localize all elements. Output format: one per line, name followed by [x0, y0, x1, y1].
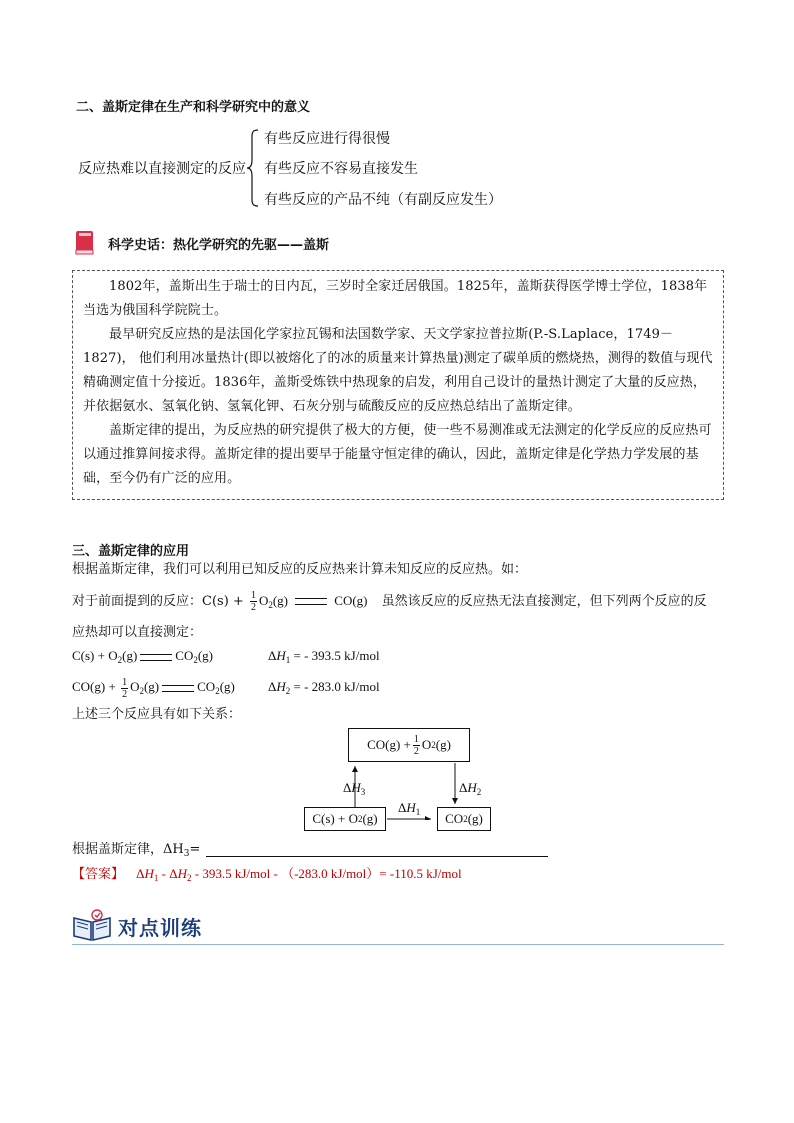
section2-heading: 二、盖斯定律在生产和科学研究中的意义 — [76, 100, 311, 115]
label-dh2: $\Delta H_2$ — [459, 780, 482, 797]
history-box — [72, 270, 724, 500]
history-paragraph-2: 最早研究反应热的是法国化学家拉瓦锡和法国数学家、天文学家拉普拉斯(P.-S.Laplace，1749－1827)， 他们利用冰量热计(即以被熔化了的冰的质量来计算热量)测定了碳单质的燃烧热，测得的数值与现代精确测定值十分接近。1836年，盖斯受炼铁中热现象的启发，利用自己设计的量热计测定了大量的反应热，并依据氨水、氢氧化钠、氢氧化钾、石灰分别与硫酸反应的反应热总结出了盖斯定律。 — [83, 327, 713, 414]
eq1-left: C(s) + O — [72, 648, 118, 663]
label-dh3: $\Delta H_3$ — [343, 780, 366, 797]
diagram-bottom-left-box: C(s) + O 2 (g) — [304, 807, 386, 831]
training-title: 对点训练 — [118, 916, 202, 940]
option-3: 有些反应的产品不纯（有副反应发生） — [264, 192, 502, 208]
eq2-dh-value: = - 283.0 kJ/mol — [293, 679, 380, 694]
brace-left-label: 反应热难以直接测定的反应 — [78, 161, 246, 177]
equation-2: CO(g) + $\frac{1}{2}$ $O_2(g)$ $CO_2(g)$ — [72, 676, 235, 700]
eq1-dh: $\Delta H_1$ = - 393.5 kJ/mol — [268, 648, 380, 665]
curly-brace-icon — [246, 128, 260, 208]
history-title: 科学史话：热化学研究的先驱——盖斯 — [108, 238, 330, 253]
history-paragraph-1: 1802年，盖斯出生于瑞士的日内瓦，三岁时全家迁居俄国。1825年，盖斯获得医学博士学位，1838年当选为俄国科学院院士。 — [83, 279, 708, 318]
training-rule — [72, 944, 724, 945]
line-a-prefix: 对于前面提到的反应：C(s) + — [72, 594, 244, 609]
line-a-after: (g) — [272, 593, 288, 608]
open-book-icon — [72, 908, 112, 942]
line-b: 应热却可以直接测定： — [72, 625, 203, 640]
gaisi-line: 根据盖斯定律，$\Delta H_3=$ — [72, 842, 201, 859]
section3-intro: 根据盖斯定律，我们可以利用已知反应的反应热来计算未知反应的反应热。如： — [72, 562, 528, 577]
half-fraction: $\frac{1}{2}$ — [250, 590, 256, 613]
line-a-suffix: 虽然该反应的反应热无法直接测定，但下列两个反应的反 — [381, 594, 707, 609]
option-1: 有些反应进行得很慢 — [264, 131, 390, 147]
label-dh1: $\Delta H_1$ — [398, 800, 421, 817]
line-a: 对于前面提到的反应：C(s) + $\frac{1}{2}$ $O_2(g)$ CO(g) 虽然该反应的反应热无法直接测定，但下列两个反应的反 — [72, 590, 707, 613]
eq2-right: CO — [197, 679, 216, 694]
line-a-oxygen: O — [258, 593, 269, 608]
answer-blank-line — [206, 856, 548, 857]
eq2-left: CO(g) + — [72, 679, 116, 694]
equation-1: $C(s) + O_2(g)$ $CO_2(g)$ — [72, 648, 214, 665]
answer-tag: 【答案】 — [72, 867, 125, 882]
line-a-product: CO(g) — [334, 593, 368, 608]
answer-value: $\Delta H_1 - \Delta H_2 - 393.5$ kJ/mol - （-283.0 kJ/mol）= -110.5 kJ/mol — [136, 866, 462, 883]
section3-heading: 三、盖斯定律的应用 — [72, 544, 190, 559]
answer-line — [72, 863, 462, 886]
eq1-right: CO — [175, 648, 194, 663]
book-icon — [74, 230, 96, 256]
diagram-bottom-right-box: CO 2 (g) — [437, 807, 491, 831]
option-2: 有些反应不容易直接发生 — [264, 161, 418, 177]
equals-double-line — [295, 598, 327, 605]
relation-text: 上述三个反应具有如下关系： — [72, 707, 242, 722]
eq2-dh: $\Delta H_2$ = - 283.0 kJ/mol — [268, 679, 380, 696]
diagram-top-box: CO(g) + $\frac{1}{2}$ O 2 (g) — [348, 728, 470, 762]
gaisi-prefix: 根据盖斯定律，ΔH — [72, 842, 184, 857]
eq1-dh-value: = - 393.5 kJ/mol — [293, 648, 380, 663]
history-paragraph-3: 盖斯定律的提出，为反应热的研究提供了极大的方便，使一些不易测准或无法测定的化学反应的反应热可以通过推算间接求得。盖斯定律的提出要早于能量守恒定律的确认，因此，盖斯定律是化学热力学发展的基础，至今仍有广泛的应用。 — [83, 423, 712, 486]
